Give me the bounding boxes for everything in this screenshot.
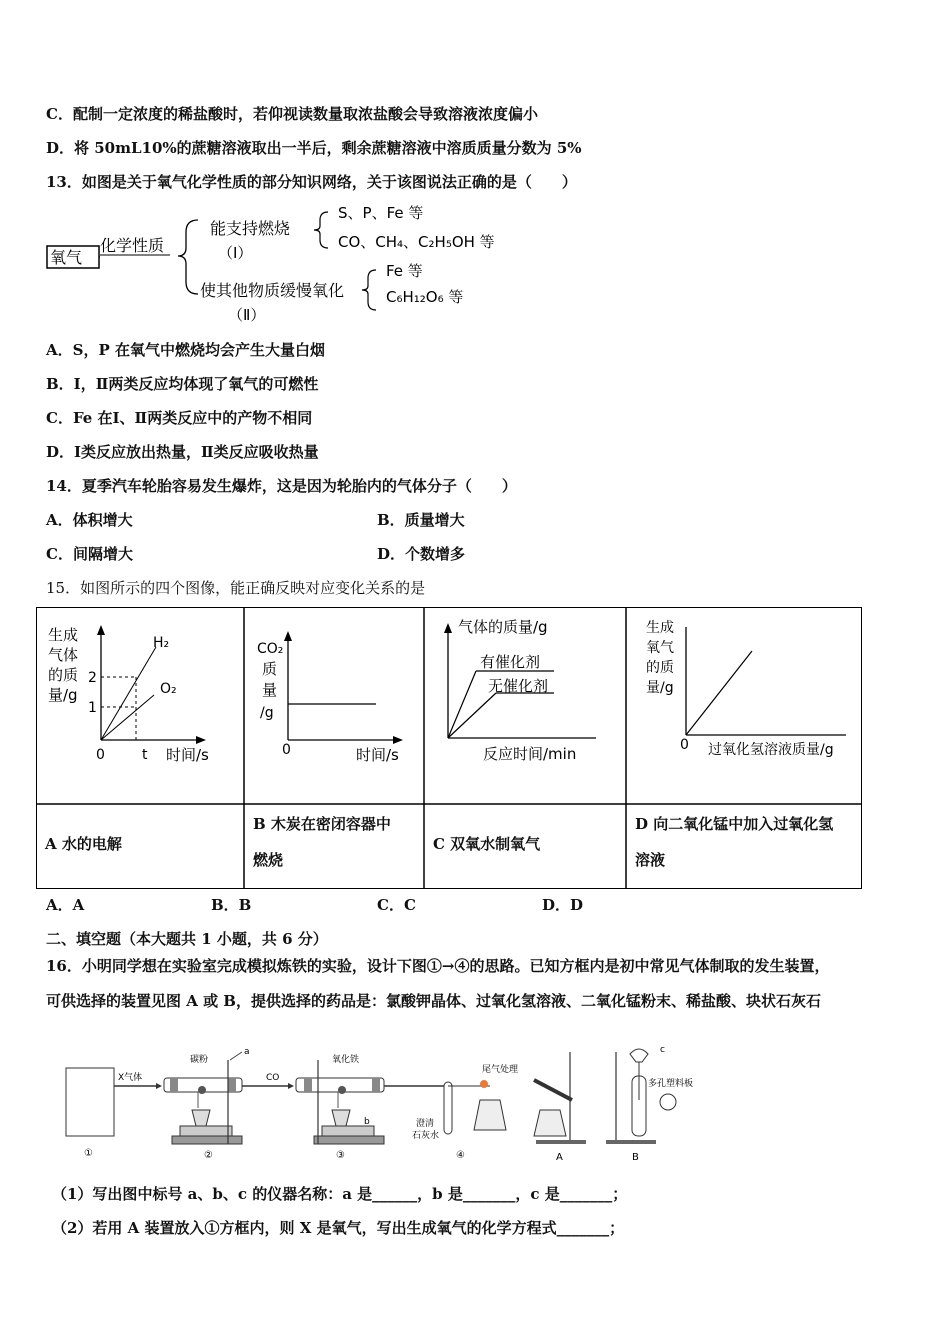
branch-label: 化学性质 xyxy=(100,236,165,255)
graph-d-origin: 0 xyxy=(680,737,689,753)
graph-c-line-with-catalyst: 有催化剂 xyxy=(480,653,541,671)
label-2: ② xyxy=(204,1150,213,1161)
iron-oxide-label: 氧化铁 xyxy=(332,1055,360,1065)
q14-option-b: B．质量增大 xyxy=(377,511,465,529)
graph-b-ylabel-2: 质 xyxy=(262,660,278,678)
q13-stem: 13．如图是关于氧气化学性质的部分知识网络，关于该图说法正确的是（ ） xyxy=(46,173,577,191)
limewater-tail-setup xyxy=(412,1063,518,1141)
graph-d-xlabel: 过氧化氢溶液质量/g xyxy=(708,742,834,758)
x-gas-label: X气体 xyxy=(118,1073,143,1083)
limewater-label-2: 石灰水 xyxy=(412,1131,440,1141)
graph-c-xlabel: 反应时间/min xyxy=(483,745,577,763)
q16-subquestion-2: （2）若用 A 装置放入①方框内，则 X 是氧气，写出生成氧气的化学方程式_______； xyxy=(52,1219,625,1237)
graph-b-ylabel-4: /g xyxy=(260,705,274,721)
co-label: CO xyxy=(266,1073,280,1083)
graph-a-o2: O₂ xyxy=(160,681,177,697)
brace-type2 xyxy=(362,270,376,310)
label-4: ④ xyxy=(456,1150,465,1161)
q14-option-d: D．个数增多 xyxy=(377,545,466,563)
q16-stem-line-1: 16．小明同学想在实验室完成模拟炼铁的实验，设计下图①→④的思路。已知方框内是初中常见气体制取的发生装置， xyxy=(46,957,830,975)
apparatus-b xyxy=(606,1045,693,1144)
iron-oxide-tube-setup xyxy=(296,1053,384,1144)
q12-option-d: D．将 50mL10%的蔗糖溶液取出一半后，剩余蔗糖溶液中溶质质量分数为 5% xyxy=(46,139,582,157)
graph-b-ylabel-1: CO₂ xyxy=(257,641,284,657)
graph-d-caption-1: D 向二氧化锰中加入过氧化氢 xyxy=(635,815,834,833)
oxygen-knowledge-network xyxy=(40,198,520,328)
ironmaking-apparatus xyxy=(60,1040,710,1165)
q15-option-c: C．C xyxy=(377,896,416,914)
q14-option-c: C．间隔增大 xyxy=(46,545,133,563)
type1-example-1: S、P、Fe 等 xyxy=(338,204,424,222)
graph-a-caption: A 水的电解 xyxy=(45,835,122,853)
carbon-tube-setup xyxy=(164,1047,250,1144)
graph-b xyxy=(257,631,403,764)
graph-a-ylabel-1: 生成 xyxy=(48,626,79,644)
graph-a-xlabel: 时间/s xyxy=(166,746,209,764)
graph-b-caption-1: B 木炭在密闭容器中 xyxy=(253,815,391,833)
q14-option-a: A．体积增大 xyxy=(46,511,133,529)
root-label: 氧气 xyxy=(50,248,83,267)
q13-option-c: C．Fe 在Ⅰ、Ⅱ两类反应中的产物不相同 xyxy=(46,409,313,427)
graph-a-tick-2: 2 xyxy=(88,670,97,686)
q15-option-a: A．A xyxy=(46,896,85,914)
type1-example-2: CO、CH₄、C₂H₅OH 等 xyxy=(338,233,495,251)
label-b-device: B xyxy=(632,1152,639,1163)
q15-option-d: D．D xyxy=(542,896,584,914)
graph-d-ylabel-2: 氧气 xyxy=(646,640,674,656)
graph-d xyxy=(646,619,846,758)
q12-option-c: C．配制一定浓度的稀盐酸时，若仰视读数量取浓盐酸会导致溶液浓度偏小 xyxy=(46,105,538,123)
q16-subquestion-1: （1）写出图中标号 a、b、c 的仪器名称：a 是______，b 是_______，c 是_______； xyxy=(52,1185,628,1203)
graph-d-ylabel-1: 生成 xyxy=(646,620,674,636)
brace-main xyxy=(178,220,198,294)
q15-stem: 15．如图所示的四个图像，能正确反映对应变化关系的是 xyxy=(46,579,426,597)
graph-a-h2: H₂ xyxy=(153,635,170,651)
graph-a-tick-1: 1 xyxy=(88,700,97,716)
q15-graph-table xyxy=(36,607,862,889)
label-a: a xyxy=(244,1047,250,1057)
graph-c xyxy=(444,618,596,763)
q16-stem-line-2: 可供选择的装置见图 A 或 B，提供选择的药品是：氯酸钾晶体、过氧化氢溶液、二氧化锰粉末、稀盐酸、块状石灰石 xyxy=(46,992,821,1010)
q13-option-d: D．Ⅰ类反应放出热量，Ⅱ类反应吸收热量 xyxy=(46,443,319,461)
label-3: ③ xyxy=(336,1150,345,1161)
type1-num: （Ⅰ） xyxy=(218,244,253,262)
q15-option-b: B．B xyxy=(211,896,252,914)
tail-gas-label: 尾气处理 xyxy=(482,1065,519,1075)
type2-label: 使其他物质缓慢氧化 xyxy=(200,281,345,300)
graph-b-xlabel: 时间/s xyxy=(356,746,399,764)
q14-stem: 14．夏季汽车轮胎容易发生爆炸，这是因为轮胎内的气体分子（ ） xyxy=(46,477,517,495)
graph-b-caption-2: 燃烧 xyxy=(253,851,284,869)
graph-b-ylabel-3: 量 xyxy=(262,681,278,699)
porous-plate-label: 多孔塑料板 xyxy=(648,1079,694,1089)
carbon-label: 碳粉 xyxy=(190,1055,209,1065)
graph-d-ylabel-4: 量/g xyxy=(646,680,674,696)
graph-a xyxy=(48,625,209,764)
graph-a-origin: 0 xyxy=(96,747,105,763)
brace-type1 xyxy=(314,212,328,248)
q13-option-b: B．Ⅰ，Ⅱ两类反应均体现了氧气的可燃性 xyxy=(46,375,319,393)
graph-c-line-without-catalyst: 无催化剂 xyxy=(488,677,549,695)
graph-a-ylabel-2: 气体 xyxy=(48,646,79,664)
gas-generator-box xyxy=(66,1068,114,1136)
apparatus-a xyxy=(534,1052,586,1144)
type2-num: （Ⅱ） xyxy=(228,306,266,324)
label-b: b xyxy=(364,1117,370,1127)
graph-c-ylabel: 气体的质量/g xyxy=(458,618,548,636)
type1-label: 能支持燃烧 xyxy=(210,219,291,238)
graph-b-origin: 0 xyxy=(282,742,291,758)
label-1: ① xyxy=(84,1148,93,1159)
section-2-heading: 二、填空题（本大题共 1 小题，共 6 分） xyxy=(46,930,328,948)
graph-a-t: t xyxy=(142,747,148,763)
label-a-device: A xyxy=(556,1152,563,1163)
graph-a-ylabel-3: 的质 xyxy=(48,666,79,684)
graph-d-ylabel-3: 的质 xyxy=(646,660,674,676)
label-c: c xyxy=(660,1045,665,1055)
limewater-label-1: 澄清 xyxy=(416,1119,435,1129)
graph-c-caption: C 双氧水制氧气 xyxy=(433,835,541,853)
q13-option-a: A．S，P 在氧气中燃烧均会产生大量白烟 xyxy=(46,341,325,359)
type2-example-2: C₆H₁₂O₆ 等 xyxy=(386,288,464,306)
graph-a-ylabel-4: 量/g xyxy=(48,686,78,704)
graph-d-caption-2: 溶液 xyxy=(635,851,666,869)
type2-example-1: Fe 等 xyxy=(386,262,423,280)
